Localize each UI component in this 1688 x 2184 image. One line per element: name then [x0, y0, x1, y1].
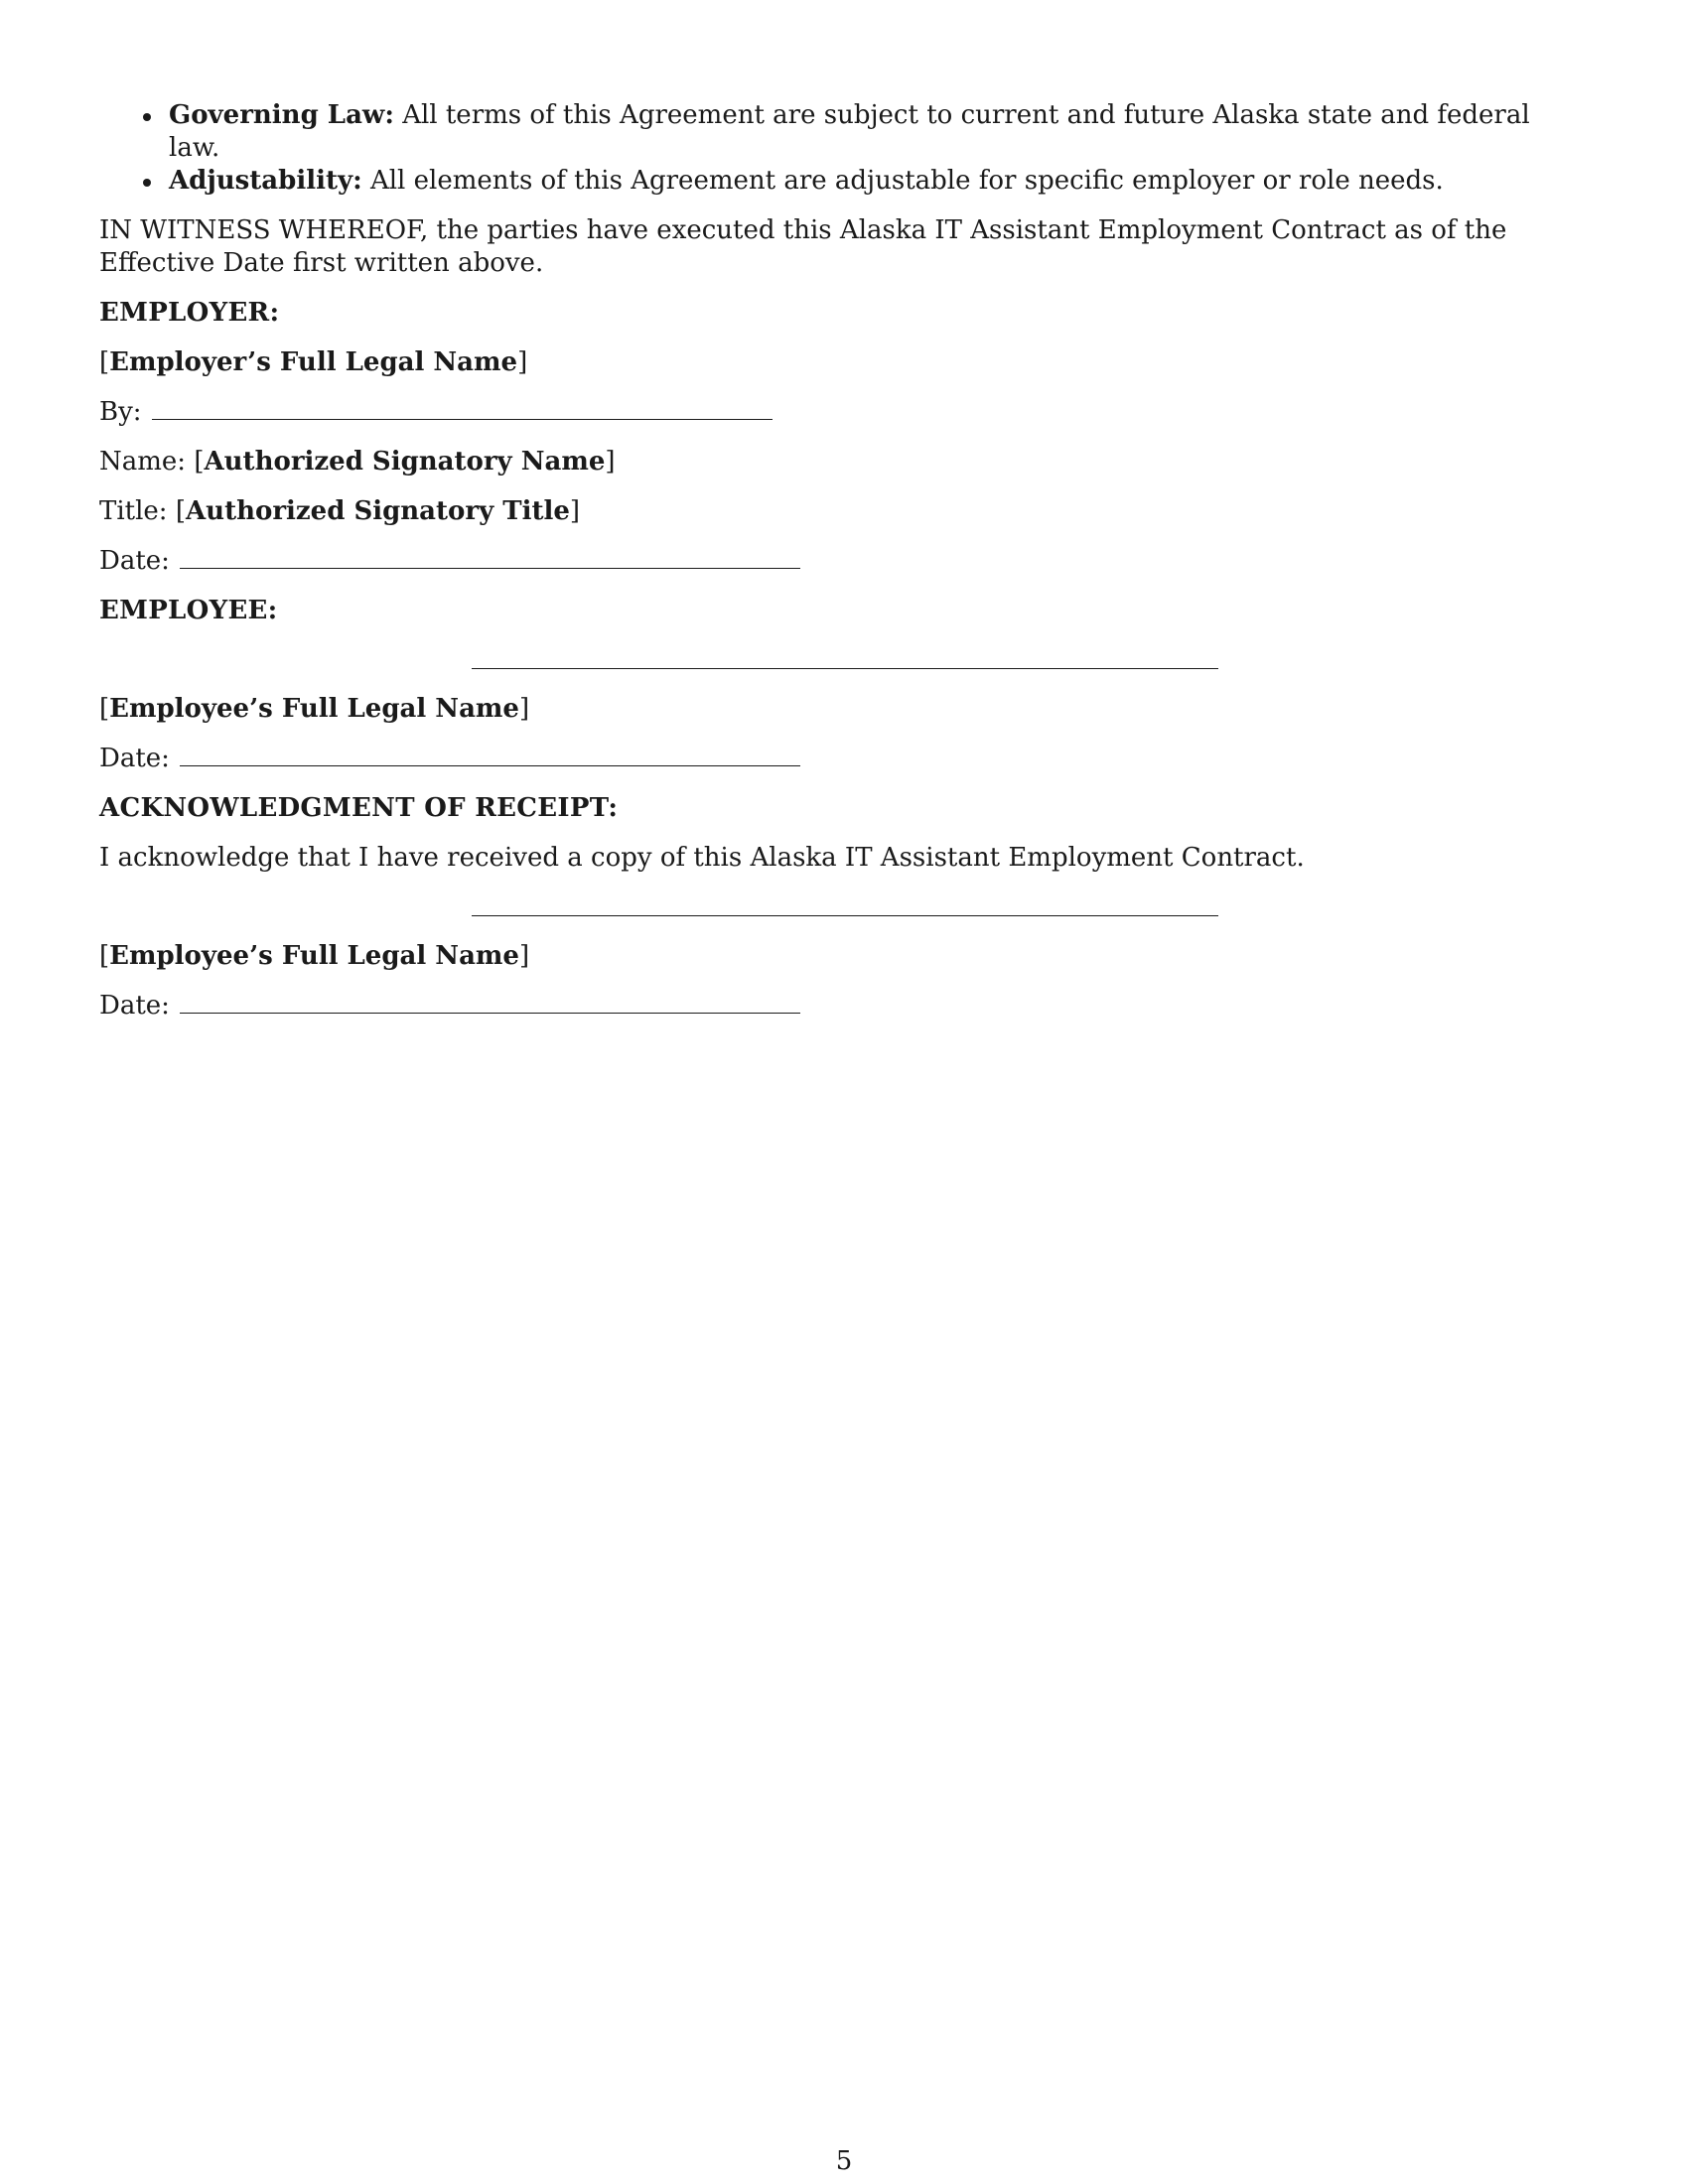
acknowledgment-date-line[interactable] [180, 1012, 800, 1014]
employer-heading: EMPLOYER: [99, 298, 280, 328]
witness-paragraph: IN WITNESS WHEREOF, the parties have executed this Alaska IT Assistant Employment Contract as of the Effective Date first written above. [99, 215, 1507, 278]
employee-name-text: Employee’s Full Legal Name [109, 694, 519, 724]
employee-name-placeholder: [Employee’s Full Legal Name] [99, 694, 530, 724]
acknowledgment-signature-line[interactable] [472, 914, 1218, 916]
employer-by-row [99, 396, 1589, 429]
name-label: Name: [99, 447, 187, 477]
term-label: Governing Law: [169, 100, 394, 130]
employee-date-line[interactable] [180, 764, 800, 766]
signatory-title-row: Title: [Authorized Signatory Title] [99, 496, 581, 526]
employee-date-row [99, 743, 1589, 775]
acknowledgment-text: I acknowledge that I have received a copy of this Alaska IT Assistant Employment Contract. [99, 843, 1305, 873]
term-text: All terms of this Agreement are subject to current and future Alaska state and federal law. [169, 100, 1530, 163]
list-item [169, 165, 1589, 198]
signatory-name: Authorized Signatory Name [204, 447, 606, 477]
acknowledgment-name-placeholder: [Employee’s Full Legal Name] [99, 941, 530, 971]
date-label: Date: [99, 744, 170, 773]
term-label: Adjustability: [169, 166, 362, 196]
employee-heading: EMPLOYEE: [99, 596, 278, 625]
date-label: Date: [99, 991, 170, 1021]
acknowledgment-date-row [99, 990, 1589, 1023]
terms-list [99, 99, 1589, 198]
page-number: 5 [835, 2146, 853, 2176]
employer-name-placeholder: [Employer’s Full Legal Name] [99, 347, 528, 377]
by-signature-line[interactable] [152, 418, 773, 420]
signatory-name-row: Name: [Authorized Signatory Name] [99, 447, 616, 477]
term-text: All elements of this Agreement are adjustable for specific employer or role needs. [369, 166, 1444, 196]
list-item [169, 99, 1589, 165]
employer-date-line[interactable] [180, 567, 800, 569]
employee-signature-line[interactable] [472, 667, 1218, 669]
document-page [99, 99, 1589, 1023]
acknowledgment-heading: ACKNOWLEDGMENT OF RECEIPT: [99, 793, 619, 823]
acknowledgment-name-text: Employee’s Full Legal Name [109, 941, 519, 971]
employer-date-row [99, 545, 1589, 578]
title-label: Title: [99, 496, 168, 526]
by-label: By: [99, 397, 142, 427]
signatory-title: Authorized Signatory Title [186, 496, 570, 526]
employer-name-text: Employer’s Full Legal Name [109, 347, 518, 377]
date-label: Date: [99, 546, 170, 576]
